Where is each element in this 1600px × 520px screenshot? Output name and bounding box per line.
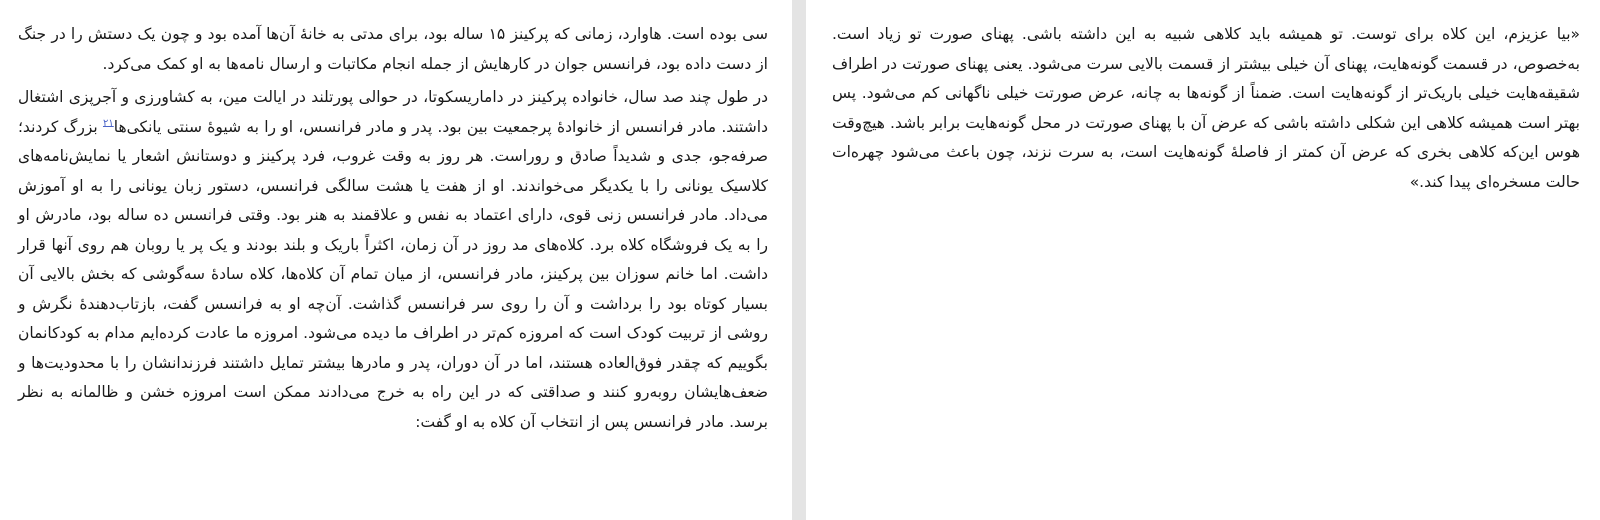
paragraph-left-1: سی بوده است. هاوارد، زمانی که پرکینز ۱۵ ساله بود، برای مدتی به خانهٔ آن‌ها آمده بود و چون یک دستش را در جنگ از دست داده بود، فرانسس جوان در کارهایش از جمله انجام مکاتبات و ارسال نامه‌ها به او کمک می‌کرد. bbox=[18, 25, 768, 73]
paragraph-right-1: «بیا عزیزم، این کلاه برای توست. تو همیشه باید کلاهی شبیه به این داشته باشی. پهنای صورت تو زیاد است. به‌خصوص، در قسمت گونه‌هایت، پهنای آن خیلی بیشتر از قسمت بالایی سرت می‌شود. یعنی پهنای صورتت در اطراف شقیقه‌هایت خیلی باریک‌تر از گونه‌هایت است. ضمناً از گونه‌ها به چانه، عرض صورتت خیلی ناگهانی کم می‌شود. پس بهتر است همیشه کلاهی این شکلی داشته باشی که عرض آن با پهنای صورتت در محل گونه‌هایت برابر باشد. هیچ‌وقت هوس این‌که کلاهی بخری که عرض آن کمتر از فاصلهٔ گونه‌هایت است، به سرت نزند، چون باعث می‌شود چهره‌ات حالت مسخره‌ای پیدا کند.» bbox=[832, 25, 1580, 191]
page-gutter bbox=[792, 0, 806, 520]
paragraph-left-2-text-before: در طول چند صد سال، خانواده پرکینز در داماریسکوتا، در حوالی پورتلند در ایالت مین، به کشاورزی و آجرپزی اشتغال داشتند. مادر فرانسس از خانوادهٔ پرجمعیت بین بود. پدر و مادر فرانسس، او را به شیوهٔ سنتی یانکی‌ها bbox=[18, 88, 768, 136]
document-page-left bbox=[0, 0, 792, 520]
paragraph-left-2 bbox=[18, 83, 768, 437]
paragraph-left-2-text-after: بزرگ کردند؛ صرفه‌جو، جدی و شدیداً صادق و روراست. هر روز به وقت غروب، فرد پرکینز و دوستانش اشعار یا نمایش‌نامه‌های کلاسیک یونانی را با یکدیگر می‌خواندند. او از هفت یا هشت سالگی فرانسس، دستور زبان یونانی را به او آموزش می‌داد. مادر فرانسس زنی قوی، دارای اعتماد به نفس و علاقمند به هنر بود. وقتی فرانسس ده ساله بود، مادرش او را به یک فروشگاه کلاه برد. کلاه‌های مد روز در آن زمان، اکثراً باریک و بلند بودند و یک پر یا روبان هم روی آنها قرار داشت. اما خانم سوزان بین پرکینز، مادر فرانسس، از میان تمام آن کلاه‌ها، کلاه سادهٔ سه‌گوشی که بخش بالایی آن بسیار کوتاه بود را برداشت و آن را روی سر فرانسس گذاشت. آن‌چه او به فرانسس گفت، بازتاب‌دهندهٔ نگرش و روشی از تربیت کودک است که امروزه کم‌تر در اطراف ما دیده می‌شود. امروزه ما عادت کرده‌ایم مدام به کودکانمان بگوییم که چقدر فوق‌العاده هستند، اما در آن دوران، پدر و مادرها بیشتر تمایل داشتند فرزندانشان را با محدودیت‌ها و ضعف‌هایشان روبه‌رو کنند و صداقتی که در این راه به خرج می‌دادند ممکن است امروزه خشن و ظالمانه به نظر برسد. مادر فرانسس پس از انتخاب آن کلاه به او گفت: bbox=[18, 117, 768, 431]
footnote-reference-link[interactable]: ۲۱ bbox=[102, 117, 114, 129]
document-page-right bbox=[806, 0, 1600, 520]
